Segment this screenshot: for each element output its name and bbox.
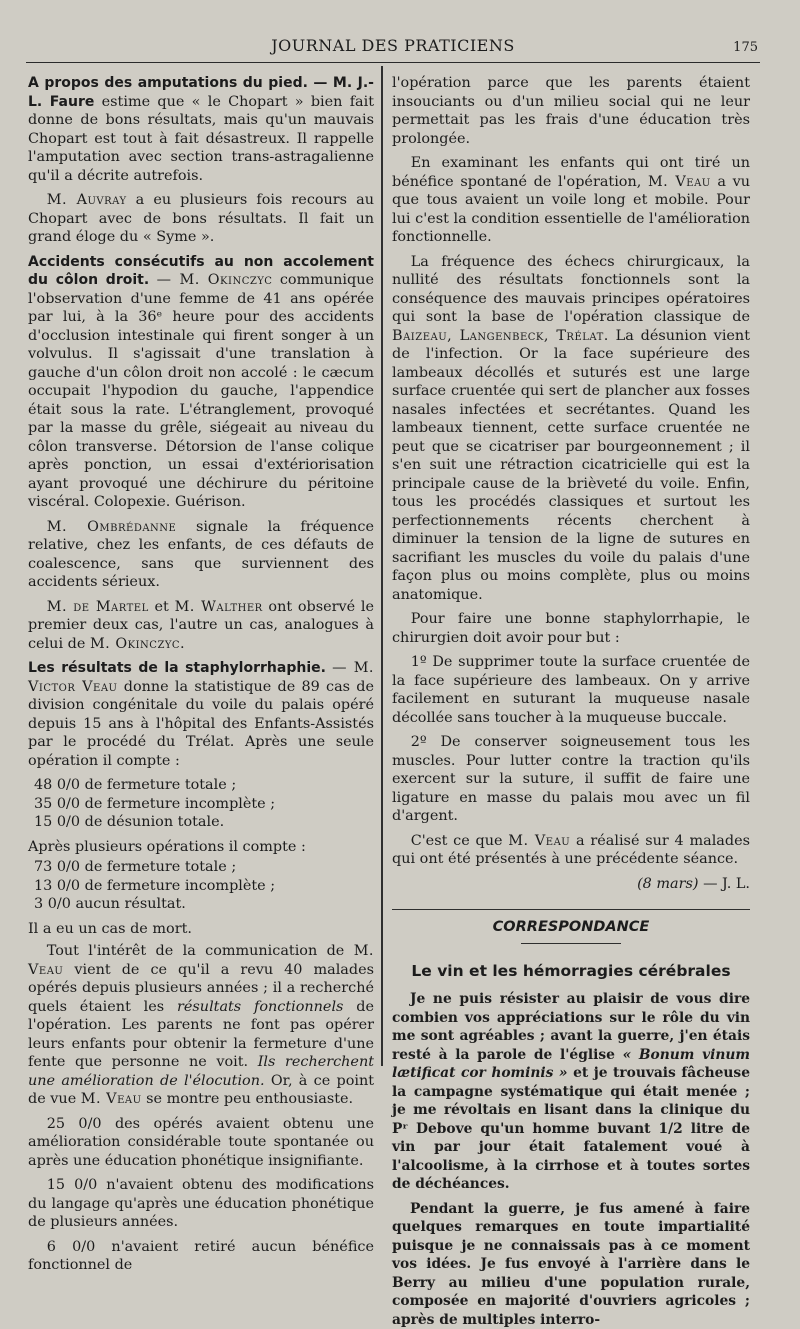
staphylorrhaphie-heading: Les résultats de la staphylorrhaphie. [28,660,326,676]
signature [392,875,750,894]
walther-name: M. Walther [175,599,263,615]
martel-name: M. de Martel [47,599,149,615]
ombredanne-name: M. Ombrédanne [47,519,177,535]
interet-italic: résultats fonctionnels [177,999,343,1015]
ombredanne-paragraph [28,518,374,592]
interet-text-b: vient de ce qu'il a revu 40 malades opérés depuis plusieurs années ; il a recherché quels étaient les [28,962,374,1015]
first-goal-paragraph: 1º De supprimer toute la surface cruentée de la face supérieure des lambeaux. On y arrive facilement en suturant la muqueuse nasale décollée sans toucher à la muqueuse buccale. [392,653,750,727]
okinczyc-name-2: M. Okinczyc. [90,636,185,652]
section-title: CORRESPONDANCE [392,918,750,937]
interet-text-a: Tout l'intérêt de la communication de [47,943,345,959]
martel-walther-text: ont observé le premier deux cas, l'autre un cas, analogues à celui de [28,599,374,652]
interet-text-e: se montre peu enthousiaste. [146,1091,353,1107]
correspondance-section [392,909,750,944]
surgeons-names: Baizeau, Langenbeck, Trélat. [392,328,609,344]
section-top-rule [392,909,750,910]
letter-paragraph-2: Pendant la guerre, je fus amené à faire quelques remarques en toute impartialité puisque je ne connaissais pas à ce moment vos idées. Je fus envoyé à l'arrière dans le Berry au milieu d'une population rurale, composée en majorité d'ouvriers agricoles ; après de multiples interro- [392,1200,750,1329]
stats-after-item: 73 0/0 de fermeture totale ; [28,858,374,877]
accidents-text: communique l'observation d'une femme de 41 ans opérée par lui, à la 36ᵉ heure pour des accidents d'occlusion intestinale qui firent songer à un volvulus. Il s'agissait d'une translation à gauche d'un côlon droit non accolé : le cæcum occupait l'hypodion du gauche, l'appendice était sous la rate. L'étranglement, provoqué par la masse du grêle, siégeait au niveau du côlon transverse. Détorsion de l'anse colique après ponction, un essai d'extériorisation ayant provoqué une déchirure du péritoine viscéral. Colopexie. Guérison. [28,272,374,510]
second-goal-paragraph: 2º De conserver soigneusement tous les muscles. Pour lutter contre la traction qu'ils exercent sur la suture, il suffit de faire une ligature en masse du palais mou avec un fil d'argent. [392,733,750,826]
veau-name-4: M. Veau [648,174,711,190]
frequence-text-b: La désunion vient de l'infection. Or la face supérieure des lambeaux décollés et suturés est une large surface cruentée qui sert de plancher aux fosses nasales infectées et secrétantes. Quand les lambeaux tiennent, cette surface cruentée ne peut que se cicatriser par bourgeonnement ; il s'en suit une rétraction cicatricielle qui est la principale cause de la brièveté du voile. Enfin, tous les procédés classiques et surtout les perfectionnements récents cherchent à diminuer la tension de la ligne de sutures en sacrifiant les muscles du voile du palais d'une façon plus ou moins complète, plus ou moins anatomique. [392,328,750,603]
page-number: 175 [733,40,758,55]
stats-after-label: Après plusieurs opérations il compte : [28,838,374,857]
result-paragraph-25: 25 0/0 des opérés avaient obtenu une amélioration considérable toute spontanée ou après une éducation phonétique insignifiante. [28,1115,374,1171]
interet-text-c: de l'opération. Les parents ne font pas opérer leurs enfants pour obtenir la fermeture d'une fente que personne ne voit. [28,999,374,1071]
column-divider [381,66,383,1066]
auvray-paragraph [28,191,374,247]
frequence-paragraph [392,253,750,605]
veau-name: — M. Victor Veau [28,660,374,695]
continuation-paragraph: l'opération parce que les parents étaient insouciants ou d'un milieu social qui ne leur permettait pas les frais d'une éducation très prolongée. [392,74,750,148]
martel-conjunction: et [155,599,169,615]
veau-name-2: M. Veau [28,943,374,978]
examen-text-b: a vu que tous avaient un voile long et mobile. Pour lui c'est la condition essentielle de l'amélioration fonctionnelle. [392,174,750,246]
ombredanne-text: signale la fréquence relative, chez les enfants, de ces défauts de coalescence, sans que surviennent des accidents sérieux. [28,519,374,591]
realise-paragraph [392,832,750,869]
stats-after-list [28,858,374,914]
auvray-text: a eu plusieurs fois recours au Chopart avec de bons résultats. Il fait un grand éloge du « Syme ». [28,192,374,245]
signature-name: — J. L. [703,876,750,892]
okinczyc-name: — M. Okinczyc [157,272,273,288]
right-column [392,74,750,1034]
examen-text-a: En examinant les enfants qui ont tiré un bénéfice spontané de l'opération, [392,155,750,190]
stats-first-item: 35 0/0 de fermeture incomplète ; [28,795,374,814]
journal-title: JOURNAL DES PRATICIENS [26,36,760,55]
frequence-text-a: La fréquence des échecs chirurgicaux, la nullité des résultats fonctionnels sont la conséquence des mauvais principes opératoires qui sont la base de l'opération classique de [392,254,750,326]
stats-first-list [28,776,374,832]
realise-text-a: C'est ce que [411,833,503,849]
result-paragraph-15: 15 0/0 n'avaient obtenu des modifications du langage qu'après une éducation phonétique de plusieurs années. [28,1176,374,1232]
letter-text-b: et je trouvais fâcheuse la campagne systématique qui était menée ; je me révoltais en lisant dans la clinique du Pʳ Debove qu'un homme buvant 1/2 litre de vin par jour était fatalement voué à l'alcoolisme, à la cirrhose et à toutes sortes de déchéances. [392,1065,750,1192]
interet-italic-2: Ils recherchent une amélioration de l'élocution. [28,1054,374,1089]
veau-name-5: M. Veau [508,833,570,849]
result-paragraph-6: 6 0/0 n'avaient retiré aucun bénéfice fonctionnel de [28,1238,374,1275]
accidents-paragraph [28,253,374,512]
examen-paragraph [392,154,750,247]
section-bottom-rule [521,943,621,944]
amputations-text: estime que « le Chopart » bien fait donne de bons résultats, mais qu'un mauvais Chopart est tout à fait désastreux. Il rappelle l'amputation avec section trans-astragalienne qu'il a décrite autrefois. [28,94,374,184]
left-column [28,74,374,1034]
auvray-name: M. Auvray [47,192,127,208]
letter-paragraph-1 [392,990,750,1194]
stats-after-item: 3 0/0 aucun résultat. [28,895,374,914]
stats-after-item: 13 0/0 de fermeture incomplète ; [28,877,374,896]
letter-quote: « Bonum vinum lætificat cor hominis » [392,1047,750,1082]
martel-walther-paragraph [28,598,374,654]
amputations-heading: A propos des amputations du pied. — M. J.-L. Faure [28,75,374,110]
stats-first-item: 48 0/0 de fermeture totale ; [28,776,374,795]
staphylorrhaphie-text: donne la statistique de 89 cas de division congénitale du voile du palais opéré depuis 15 ans à l'hôpital des Enfants-Assistés par le procédé du Trélat. Après une seule opération il compte : [28,679,374,769]
realise-text-b: a réalisé sur 4 malades qui ont été présentés à une précédente séance. [392,833,750,868]
article-title: Le vin et les hémorragies cérébrales [392,962,750,981]
amputations-paragraph [28,74,374,185]
stats-first-item: 15 0/0 de désunion totale. [28,813,374,832]
veau-name-3: M. Veau [81,1091,142,1107]
signature-date: (8 mars) [637,876,698,892]
accidents-heading: Accidents consécutifs au non accolement du côlon droit. [28,254,374,289]
letter-text-a: Je ne puis résister au plaisir de vous dire combien vos appréciations sur le rôle du vin me sont agréables ; avant la guerre, j'en étais resté à la parole de l'église [392,991,750,1063]
but-paragraph: Pour faire une bonne staphylorrhapie, le chirurgien doit avoir pour but : [392,610,750,647]
letter-body [392,990,750,1329]
staphylorrhaphie-paragraph [28,659,374,770]
running-head [26,36,760,63]
death-line: Il a eu un cas de mort. [28,920,374,939]
interet-paragraph [28,942,374,1109]
interet-text-d: Or, à ce point de vue [28,1073,374,1108]
